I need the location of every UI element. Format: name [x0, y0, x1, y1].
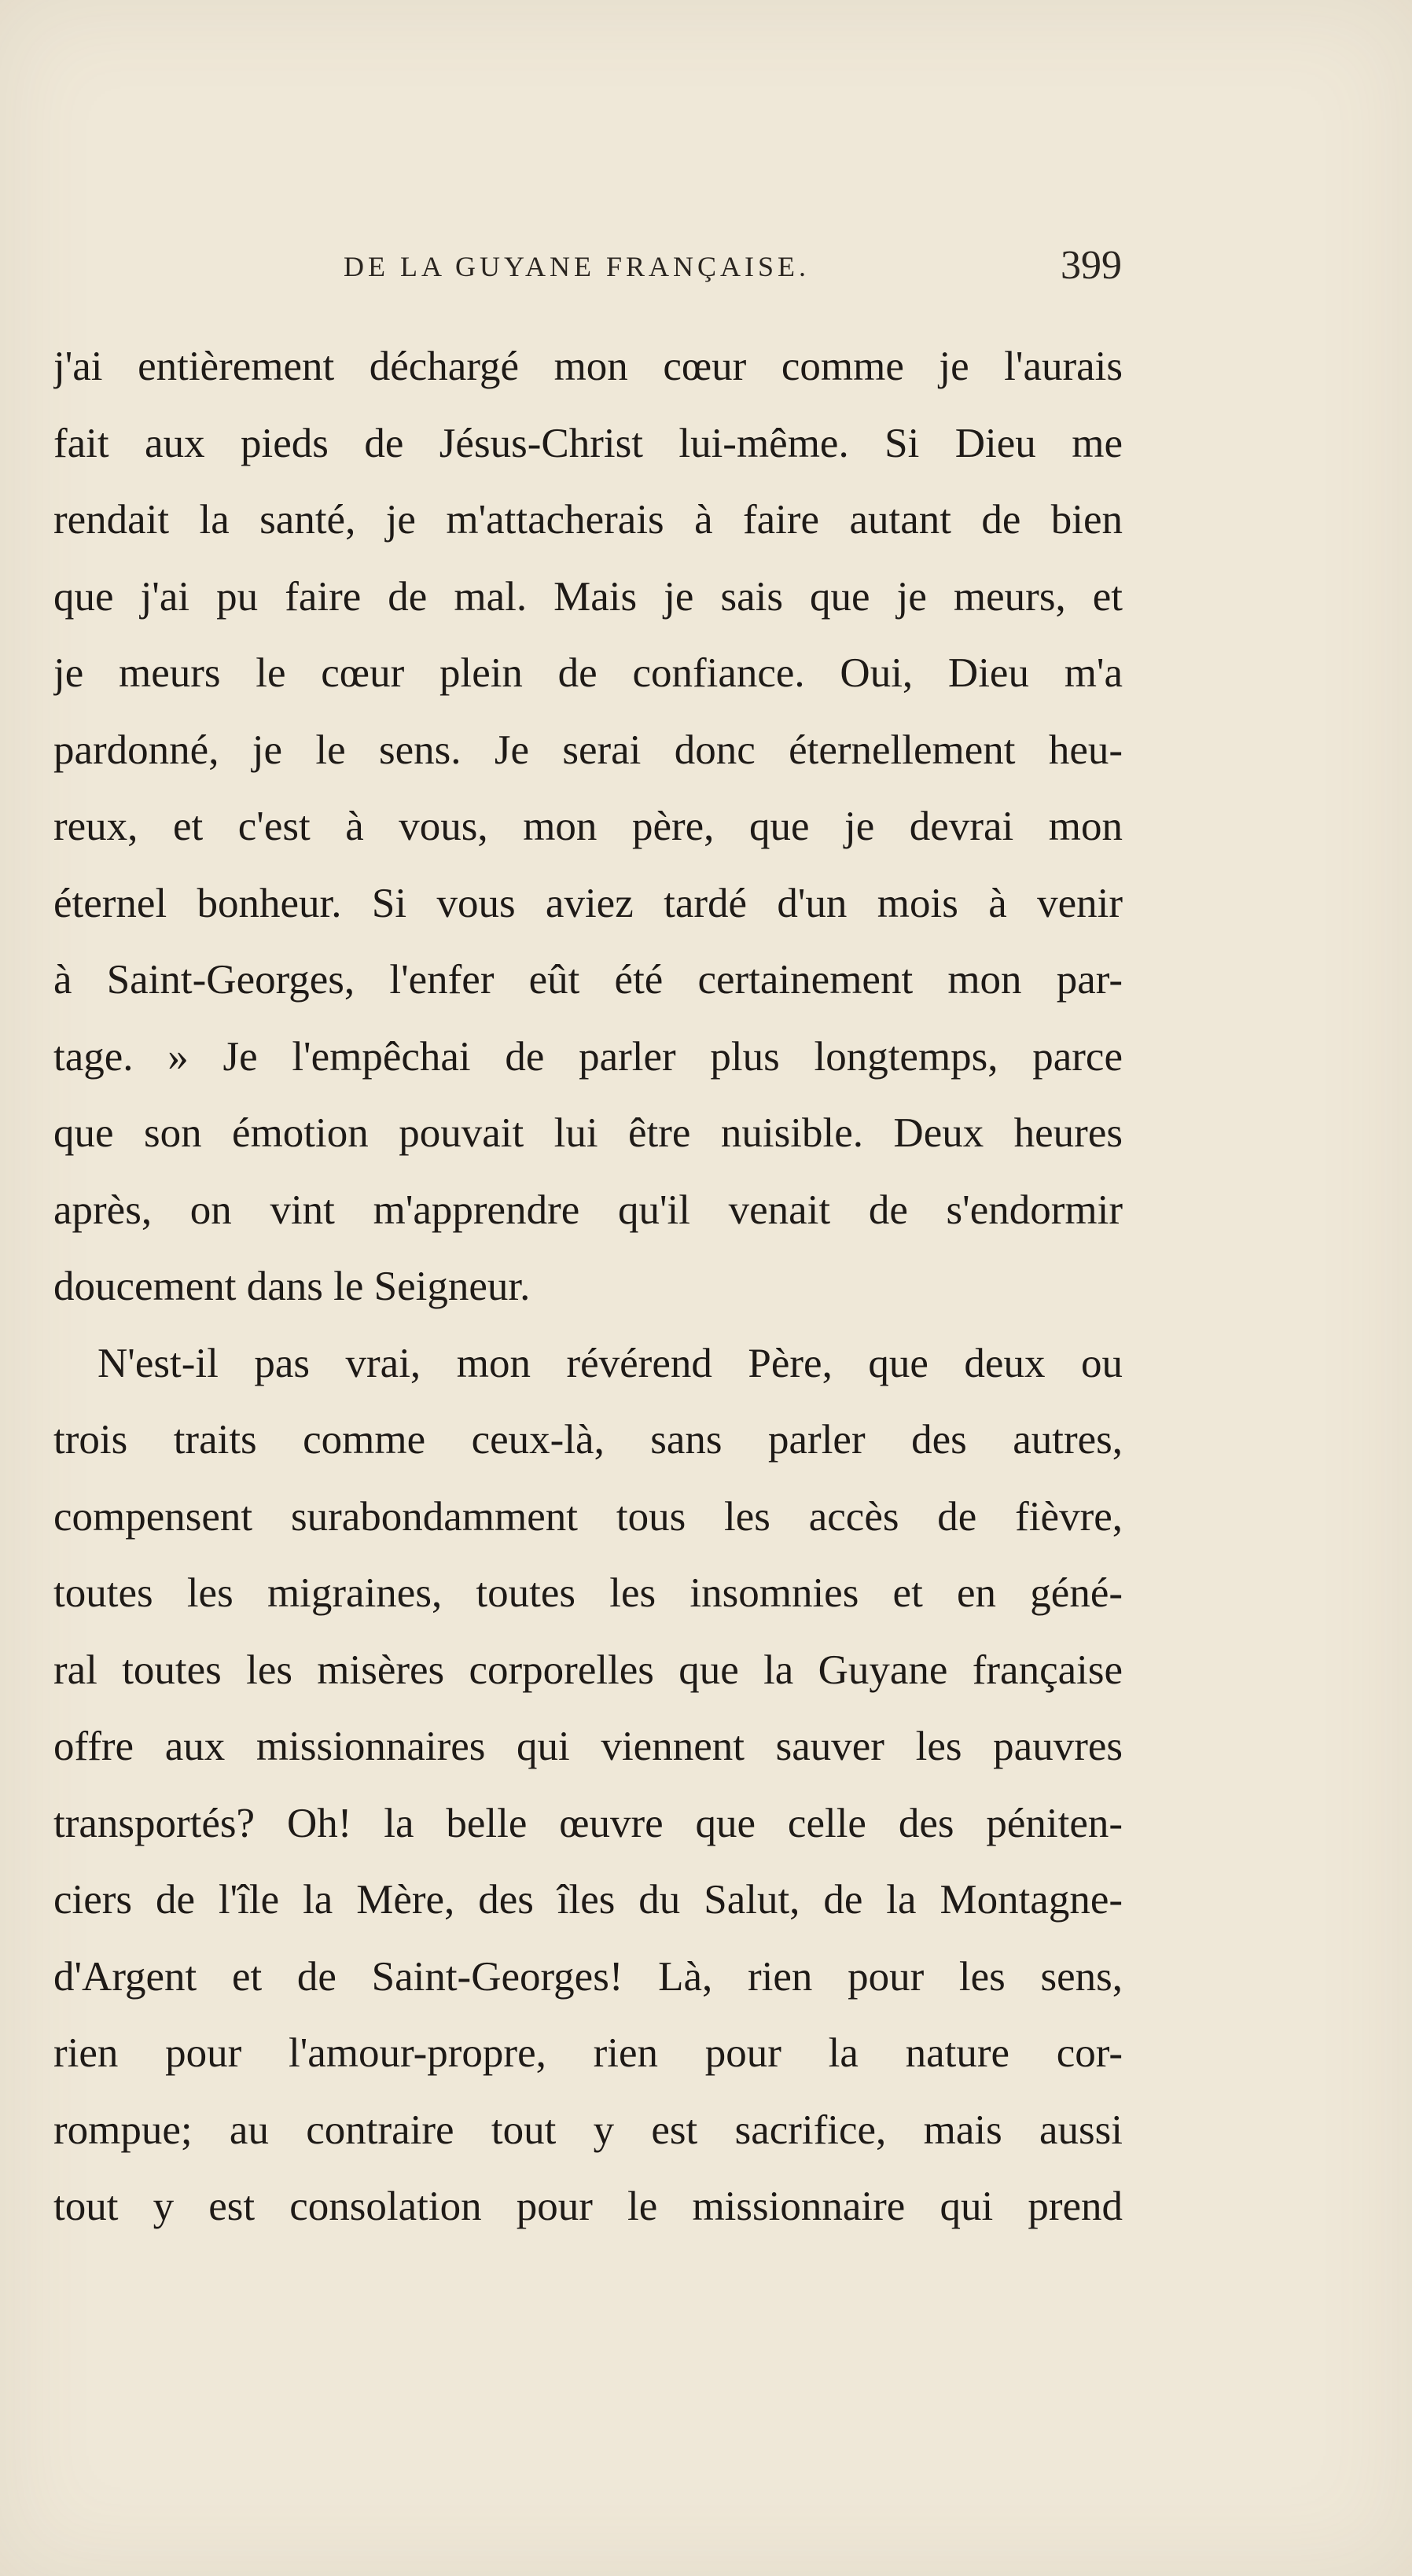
- text-line: que son émotion pouvait lui être nuisible. Deux heures: [53, 1110, 1123, 1156]
- running-head: [344, 243, 1122, 297]
- text-line: tout y est consolation pour le missionnaire qui prend: [53, 2184, 1123, 2229]
- text-line: compensent surabondamment tous les accès de fièvre,: [53, 1493, 1123, 1540]
- text-line: après, on vint m'apprendre qu'il venait de s'endormir: [53, 1187, 1123, 1233]
- text-line: pardonné, je le sens. Je serai donc éternellement heu-: [53, 727, 1123, 773]
- text-line: ral toutes les misères corporelles que la Guyane française: [53, 1647, 1123, 1693]
- text-line: rompue; au contraire tout y est sacrifice, mais aussi: [53, 2107, 1123, 2153]
- text-line: reux, et c'est à vous, mon père, que je devrai mon: [53, 804, 1123, 849]
- text-line: éternel bonheur. Si vous aviez tardé d'un mois à venir: [53, 880, 1123, 926]
- text-line: rendait la santé, je m'attacherais à faire autant de bien: [53, 497, 1123, 543]
- running-title: DE LA GUYANE FRANÇAISE.: [344, 251, 811, 282]
- text-line: d'Argent et de Saint-Georges! Là, rien pour les sens,: [53, 1953, 1123, 2000]
- text-line: fait aux pieds de Jésus-Christ lui-même. Si Dieu me: [53, 420, 1123, 466]
- text-line: à Saint-Georges, l'enfer eût été certainement mon par-: [53, 957, 1123, 1003]
- text-line: toutes les migraines, toutes les insomnies et en géné-: [53, 1570, 1123, 1616]
- text-line: ciers de l'île la Mère, des îles du Salut, de la Montagne-: [53, 1877, 1123, 1923]
- page-number: 399: [1061, 243, 1122, 288]
- text-line: transportés? Oh! la belle œuvre que celle des péniten-: [53, 1800, 1123, 1846]
- text-line: rien pour l'amour-propre, rien pour la nature cor-: [53, 2030, 1123, 2076]
- text-line: trois traits comme ceux-là, sans parler des autres,: [53, 1417, 1123, 1463]
- text-line: que j'ai pu faire de mal. Mais je sais que je meurs, et: [53, 573, 1123, 620]
- paragraph-start-line: N'est-il pas vrai, mon révérend Père, que deux ou: [97, 1340, 1123, 1386]
- text-line: je meurs le cœur plein de confiance. Oui, Dieu m'a: [53, 650, 1123, 696]
- text-line: offre aux missionnaires qui viennent sauver les pauvres: [53, 1724, 1123, 1769]
- text-line: tage. » Je l'empêchai de parler plus longtemps, parce: [53, 1033, 1123, 1080]
- body-text: [53, 329, 1123, 2246]
- text-line: j'ai entièrement déchargé mon cœur comme je l'aurais: [53, 344, 1123, 389]
- paragraph-end-line: doucement dans le Seigneur.: [53, 1264, 531, 1309]
